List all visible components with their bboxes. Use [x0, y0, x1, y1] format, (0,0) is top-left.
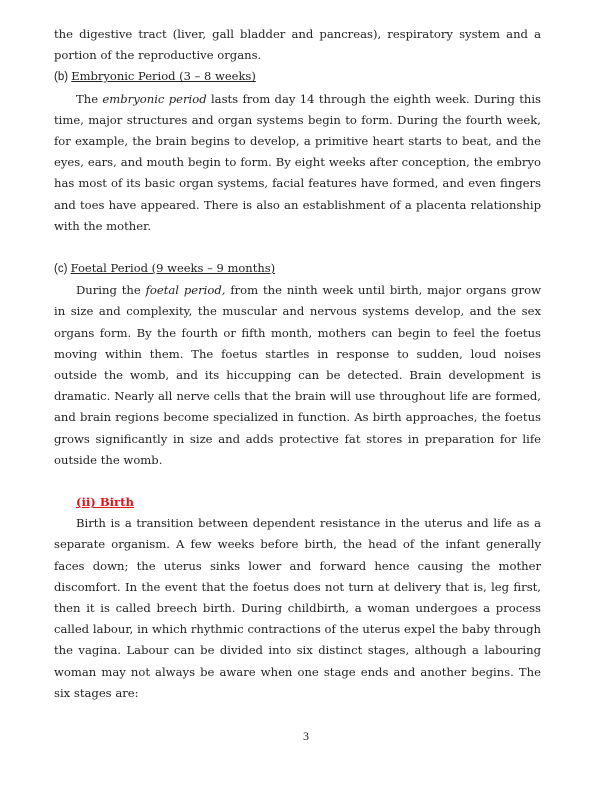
text: During the [76, 283, 146, 298]
embryonic-heading-text: Embryonic Period (3 – 8 weeks) [71, 69, 256, 84]
heading-prefix: (c) [54, 263, 71, 276]
foetal-heading [54, 258, 541, 280]
foetal-heading-text: Foetal Period (9 weeks – 9 months) [70, 261, 276, 276]
emphasis: embryonic period [102, 91, 207, 106]
birth-heading-line [54, 492, 541, 513]
intro-paragraph: the digestive tract (liver, gall bladder and pancreas), respiratory system and a portion of the reproductive organs. [54, 27, 541, 63]
spacer [54, 471, 541, 492]
document-page [54, 24, 541, 704]
text: lasts from day 14 through the eighth week. During this time, major structures and organ systems begin to form. During the fourth week, for example, the brain begins to develop, a primitive heart starts to beat, and the eyes, ears, and mouth begin to form. By eight weeks after conception, the embryo has most of its basic organ systems, facial features have formed, and even fingers and toes have appeared. There is also an establishment of a placenta relationship with the mother. [54, 91, 541, 233]
emphasis: foetal period, [145, 283, 226, 298]
foetal-paragraph [54, 280, 541, 471]
spacer [54, 237, 541, 258]
page-number: 3 [303, 729, 309, 743]
birth-paragraph: Birth is a transition between dependent resistance in the uterus and life as a separate organism. A few weeks before birth, the head of the infant generally faces down; the uterus sinks lower and forward hence causing the mother discomfort. In the event that the foetus does not turn at delivery that is, leg first, then it is called breech birth. During childbirth, a woman undergoes a process called labour, in which rhythmic contractions of the uterus expel the baby through the vagina. Labour can be divided into six distinct stages, although a labouring woman may not always be aware when one stage ends and another begins. The six stages are: [54, 516, 541, 700]
text: The [76, 91, 103, 106]
text: from the ninth week until birth, major organs grow in size and complexity, the muscular and nervous systems develop, and the sex organs form. By the fourth or fifth month, mothers can begin to feel the foetus moving within them. The foetus startles in response to sudden, loud noises outside the womb, and its hiccupping can be detected. Brain development is dramatic. Nearly all nerve cells that the brain will use throughout life are formed, and brain regions become specialized in function. As birth approaches, the foetus grows significantly in size and adds protective fat stores in preparation for life outside the womb. [54, 283, 542, 467]
birth-heading: (ii) Birth [76, 495, 134, 510]
embryonic-heading [54, 66, 541, 88]
heading-prefix: (b) [54, 71, 72, 84]
embryonic-paragraph [54, 89, 541, 237]
